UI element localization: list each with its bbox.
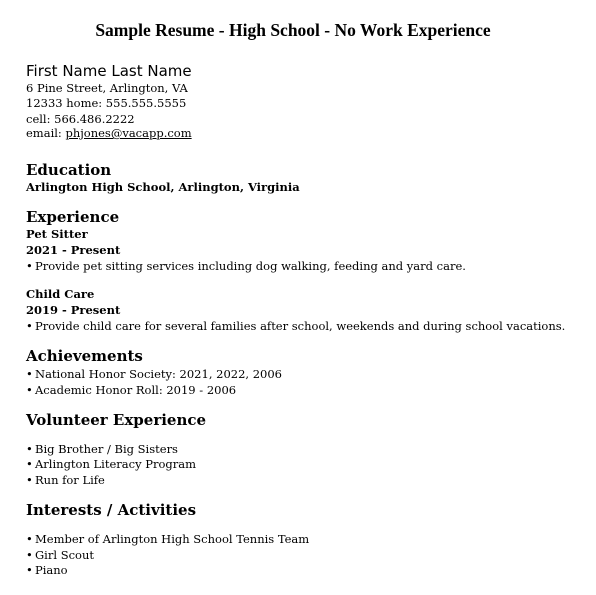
interest-text: Piano [35,563,68,577]
bullet-icon: • [26,563,33,577]
address-home-phone: 12333 home: 555.555.5555 [26,96,187,110]
email-label: email: [26,126,66,140]
job-bullet [26,259,466,274]
cell-phone: cell: 566.486.2222 [26,112,135,126]
job-bullet-text: Provide pet sitting services including dog walking, feeding and yard care. [35,259,466,273]
interest-text: Girl Scout [35,548,94,562]
interest-item [26,548,94,563]
bullet-icon: • [26,259,33,273]
interest-text: Member of Arlington High School Tennis Team [35,532,310,546]
job-dates: 2019 - Present [26,303,121,317]
achievement-text: Academic Honor Roll: 2019 - 2006 [35,383,237,397]
volunteer-text: Big Brother / Big Sisters [35,442,178,456]
email-link[interactable]: phjones@vacapp.com [65,126,192,140]
job-bullet-text: Provide child care for several families after school, weekends and during school vacations. [35,319,566,333]
section-heading-achievements: Achievements [26,347,143,365]
job-title: Child Care [26,287,95,301]
section-heading-volunteer: Volunteer Experience [26,411,207,429]
volunteer-text: Arlington Literacy Program [35,457,196,471]
job-bullet [26,319,565,334]
volunteer-text: Run for Life [35,473,105,487]
address-line-1: 6 Pine Street, Arlington, VA [26,81,188,95]
section-heading-education: Education [26,161,112,179]
job-title: Pet Sitter [26,227,88,241]
volunteer-item [26,473,105,488]
job-dates: 2021 - Present [26,243,121,257]
interest-item [26,532,309,547]
achievement-text: National Honor Society: 2021, 2022, 2006 [35,367,282,381]
education-school: Arlington High School, Arlington, Virginia [26,180,300,194]
bullet-icon: • [26,457,33,471]
volunteer-item [26,442,178,457]
section-heading-experience: Experience [26,208,120,226]
achievement-item [26,367,282,382]
applicant-name: First Name Last Name [26,62,192,80]
bullet-icon: • [26,548,33,562]
bullet-icon: • [26,367,33,381]
volunteer-item [26,457,196,472]
interest-item [26,563,68,578]
achievement-item [26,383,236,398]
bullet-icon: • [26,532,33,546]
bullet-icon: • [26,473,33,487]
email-line [26,126,192,141]
bullet-icon: • [26,383,33,397]
bullet-icon: • [26,319,33,333]
section-heading-interests: Interests / Activities [26,501,197,519]
document-title: Sample Resume - High School - No Work Experience [95,20,491,40]
bullet-icon: • [26,442,33,456]
